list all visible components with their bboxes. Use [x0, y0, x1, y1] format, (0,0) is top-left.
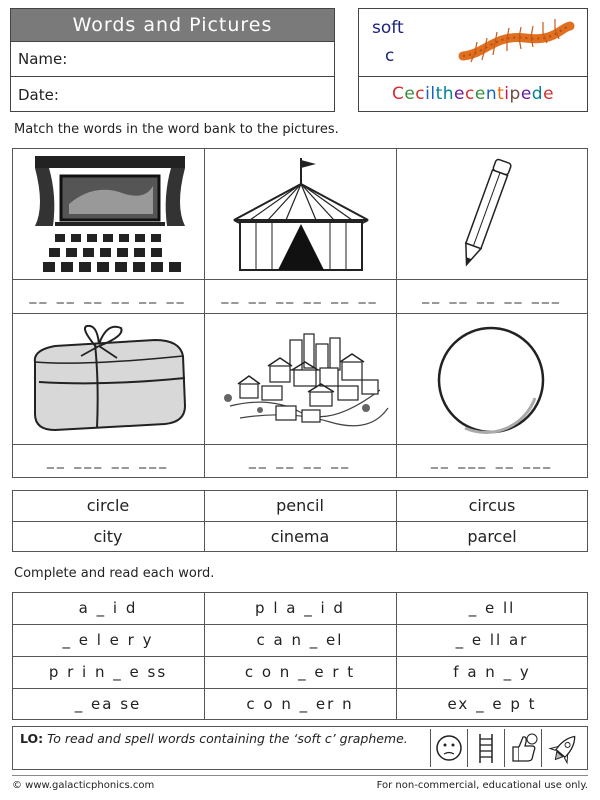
learning-objective — [20, 731, 420, 747]
phrase-part: c — [465, 84, 475, 104]
thinking-face-icon[interactable] — [430, 729, 466, 767]
word-to-complete[interactable]: ex _ e p t — [447, 695, 537, 713]
word-bank-item: circle — [86, 496, 130, 515]
ladder-icon[interactable] — [467, 729, 503, 767]
circus-tent-icon — [226, 156, 376, 274]
complete-instructions: Complete and read each word. — [14, 566, 215, 581]
phrase-part: C — [391, 84, 405, 104]
cinema-icon — [35, 156, 185, 274]
word-to-complete[interactable]: p r i n _ e ss — [48, 663, 168, 681]
phrase-part: c — [415, 84, 426, 104]
answer-blanks[interactable]: __ __ __ __ — [248, 453, 352, 469]
phrase-part: e — [404, 84, 416, 104]
word-to-complete[interactable]: c a n _ el — [256, 631, 344, 649]
word-to-complete[interactable]: p l a _ i d — [255, 599, 345, 617]
thumbs-up-icon[interactable] — [504, 729, 540, 767]
page-title: Words and Pictures — [10, 8, 335, 42]
grid-divider — [12, 624, 588, 625]
word-bank-item: city — [93, 527, 123, 546]
phrase-part: th — [435, 84, 455, 104]
mnemonic-phrase — [358, 77, 588, 111]
word-to-complete[interactable]: c o n _ e r t — [244, 663, 356, 681]
word-bank-item: circus — [468, 496, 516, 515]
footer-divider — [12, 775, 588, 776]
rocket-icon[interactable] — [541, 729, 587, 767]
grid-divider — [12, 521, 588, 522]
parcel-icon — [25, 322, 190, 437]
grapheme: c — [385, 46, 395, 66]
answer-blanks[interactable]: __ __ __ __ ___ — [422, 288, 562, 304]
phrase-part: p — [509, 84, 521, 104]
lo-label: LO: — [20, 731, 44, 746]
word-bank-item: pencil — [276, 496, 324, 515]
word-bank-item: parcel — [467, 527, 517, 546]
phrase-part: e — [454, 84, 466, 104]
grapheme-name: soft — [372, 18, 404, 38]
word-bank-item: cinema — [270, 527, 330, 546]
phrase-part: il — [425, 84, 436, 104]
answer-blanks[interactable]: __ ___ __ ___ — [46, 453, 170, 469]
phrase-part: e — [474, 84, 486, 104]
word-to-complete[interactable]: _ e ll ar — [455, 631, 529, 649]
word-to-complete[interactable]: a _ i d — [78, 599, 138, 617]
word-to-complete[interactable]: _ e l e r y — [62, 631, 154, 649]
grid-divider — [12, 313, 588, 314]
city-icon — [210, 326, 390, 436]
word-to-complete[interactable]: c o n _ er n — [246, 695, 354, 713]
grid-divider — [12, 279, 588, 280]
answer-blanks[interactable]: __ __ __ __ __ __ — [29, 288, 187, 304]
answer-blanks[interactable]: __ ___ __ ___ — [430, 453, 554, 469]
phrase-part: d — [531, 84, 544, 104]
pencil-icon — [450, 154, 520, 274]
centipede-icon — [455, 16, 575, 66]
answer-blanks[interactable]: __ __ __ __ __ __ — [221, 288, 379, 304]
phrase-part: i — [504, 84, 510, 104]
footer-copyright: © www.galacticphonics.com — [12, 780, 155, 791]
grid-divider — [12, 656, 588, 657]
match-instructions: Match the words in the word bank to the pictures. — [14, 122, 339, 137]
lo-text: To read and spell words containing the ‘soft c’ grapheme. — [47, 731, 408, 746]
name-label: Name: — [18, 50, 68, 68]
footer-usage-note: For non-commercial, educational use only. — [376, 780, 588, 791]
grid-divider — [12, 444, 588, 445]
grid-divider — [12, 688, 588, 689]
date-label: Date: — [18, 85, 59, 104]
phrase-part: e — [520, 84, 532, 104]
word-to-complete[interactable]: _ e ll — [468, 599, 516, 617]
phrase-part: t — [497, 84, 505, 104]
date-field[interactable] — [10, 77, 335, 112]
phrase-part: n — [485, 84, 498, 104]
circle-icon — [425, 322, 555, 438]
word-to-complete[interactable]: _ ea se — [74, 695, 142, 713]
phrase-part: e — [543, 84, 555, 104]
name-field[interactable] — [10, 42, 335, 77]
word-to-complete[interactable]: f a n _ y — [453, 663, 531, 681]
